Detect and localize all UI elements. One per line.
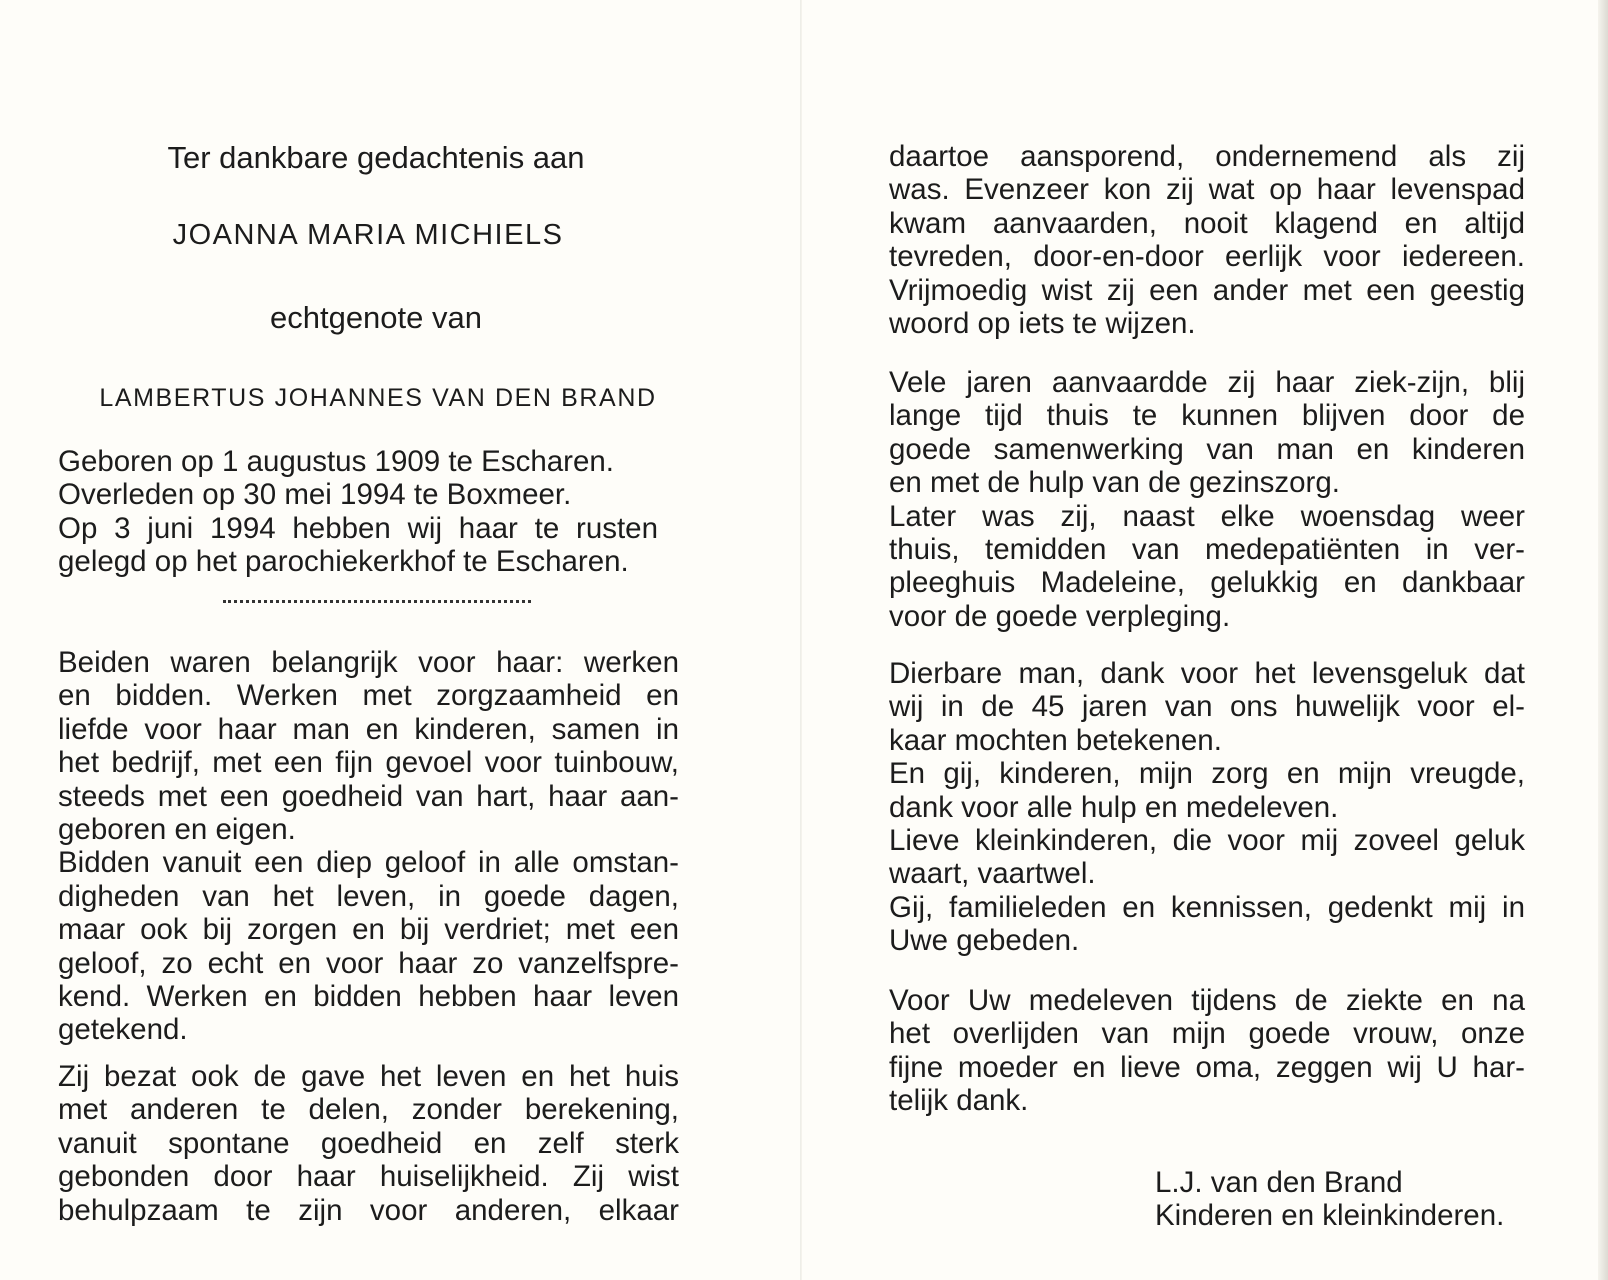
text-line: met anderen te delen, zonder berekening,: [58, 1093, 679, 1127]
life-dates: [58, 445, 658, 579]
text-line: Beiden waren belangrijk voor haar: werken: [58, 646, 679, 679]
text-line: Vele jaren aanvaardde zij haar ziek-zijn, blij: [889, 366, 1525, 399]
burial-line: Op 3 juni 1994 hebben wij haar te rusten: [58, 511, 658, 545]
burial-place-line: gelegd op het parochiekerkhof te Escharen.: [58, 545, 629, 579]
deceased-name: JOANNA MARIA MICHIELS: [172, 219, 564, 251]
text-line: goede samenwerking van man en kinderen: [889, 432, 1525, 466]
signature-family: Kinderen en kleinkinderen.: [1155, 1199, 1505, 1233]
text-line: steeds met een goedheid van hart, haar aan-: [58, 779, 679, 813]
right-paragraph-3: [889, 657, 1525, 958]
text-line: waart, vaartwel.: [889, 857, 1096, 891]
text-line: Later was zij, naast elke woensdag weer: [889, 499, 1525, 533]
right-paragraph-1: [889, 140, 1525, 340]
text-line: woord op iets te wijzen.: [889, 307, 1196, 341]
text-line: dank voor alle hulp en medeleven.: [889, 790, 1339, 824]
text-line: het overlijden van mijn goede vrouw, onze: [889, 1017, 1525, 1051]
text-line: voor de goede verpleging.: [889, 599, 1231, 633]
text-line: Zij bezat ook de gave het leven en het huis: [58, 1060, 679, 1093]
birth-line: Geboren op 1 augustus 1909 te Escharen.: [58, 445, 614, 478]
text-line: kaar mochten betekenen.: [889, 723, 1222, 757]
text-line: kwam aanvaarden, nooit klagend en altijd: [889, 206, 1525, 240]
left-paragraph-2: [58, 1060, 679, 1227]
text-line: tevreden, door-en-door eerlijk voor iedereen.: [889, 240, 1525, 274]
signature-name: L.J. van den Brand: [1155, 1166, 1403, 1199]
left-paragraph-1: [58, 646, 679, 1047]
dotted-divider: [223, 600, 531, 603]
text-line: Lieve kleinkinderen, die voor mij zoveel geluk: [889, 824, 1525, 858]
text-line: pleeghuis Madeleine, gelukkig en dankbaar: [889, 566, 1525, 600]
death-line: Overleden op 30 mei 1994 te Boxmeer.: [58, 478, 572, 512]
card-fold-line: [800, 0, 802, 1280]
text-line: En gij, kinderen, mijn zorg en mijn vreugde,: [889, 757, 1525, 791]
text-line: fijne moeder en lieve oma, zeggen wij U har-: [889, 1050, 1525, 1084]
text-line: wij in de 45 jaren van ons huwelijk voor el-: [889, 690, 1525, 724]
right-paragraph-4: [889, 984, 1525, 1118]
text-line: geboren en eigen.: [58, 813, 296, 847]
text-line: Vrijmoedig wist zij een ander met een geestig: [889, 273, 1525, 307]
right-paragraph-2: [889, 366, 1525, 633]
spouse-intro: echtgenote van: [269, 300, 482, 335]
text-line: het bedrijf, met een fijn gevoel voor tuinbouw,: [58, 746, 679, 780]
text-line: en met de hulp van de gezinszorg.: [889, 466, 1340, 500]
card-edge-shadow: [1598, 0, 1608, 1280]
spouse-name: LAMBERTUS JOHANNES VAN DEN BRAND: [99, 384, 657, 412]
text-line: digheden van het leven, in goede dagen,: [58, 879, 679, 913]
text-line: Voor Uw medeleven tijdens de ziekte en na: [889, 984, 1525, 1017]
text-line: getekend.: [58, 1013, 188, 1047]
text-line: daartoe aansporend, ondernemend als zij: [889, 140, 1525, 173]
memorial-intro: Ter dankbare gedachtenis aan: [167, 140, 585, 175]
text-line: Uwe gebeden.: [889, 924, 1080, 958]
text-line: geloof, zo echt en voor haar zo vanzelfspre-: [58, 946, 679, 980]
text-line: was. Evenzeer kon zij wat op haar levenspad: [889, 173, 1525, 207]
text-line: kend. Werken en bidden hebben haar leven: [58, 980, 679, 1014]
text-line: gebonden door haar huiselijkheid. Zij wist: [58, 1160, 679, 1194]
text-line: telijk dank.: [889, 1084, 1029, 1118]
text-line: Gij, familieleden en kennissen, gedenkt mij in: [889, 890, 1525, 924]
text-line: vanuit spontane goedheid en zelf sterk: [58, 1126, 679, 1160]
text-line: Dierbare man, dank voor het levensgeluk dat: [889, 657, 1525, 690]
text-line: behulpzaam te zijn voor anderen, elkaar: [58, 1193, 679, 1227]
text-line: maar ook bij zorgen en bij verdriet; met een: [58, 913, 679, 947]
signature-block: [1155, 1166, 1504, 1233]
text-line: lange tijd thuis te kunnen blijven door de: [889, 399, 1525, 433]
text-line: thuis, temidden van medepatiënten in ver-: [889, 533, 1525, 567]
text-line: Bidden vanuit een diep geloof in alle omstan-: [58, 846, 679, 880]
text-line: en bidden. Werken met zorgzaamheid en: [58, 679, 679, 713]
text-line: liefde voor haar man en kinderen, samen in: [58, 712, 679, 746]
